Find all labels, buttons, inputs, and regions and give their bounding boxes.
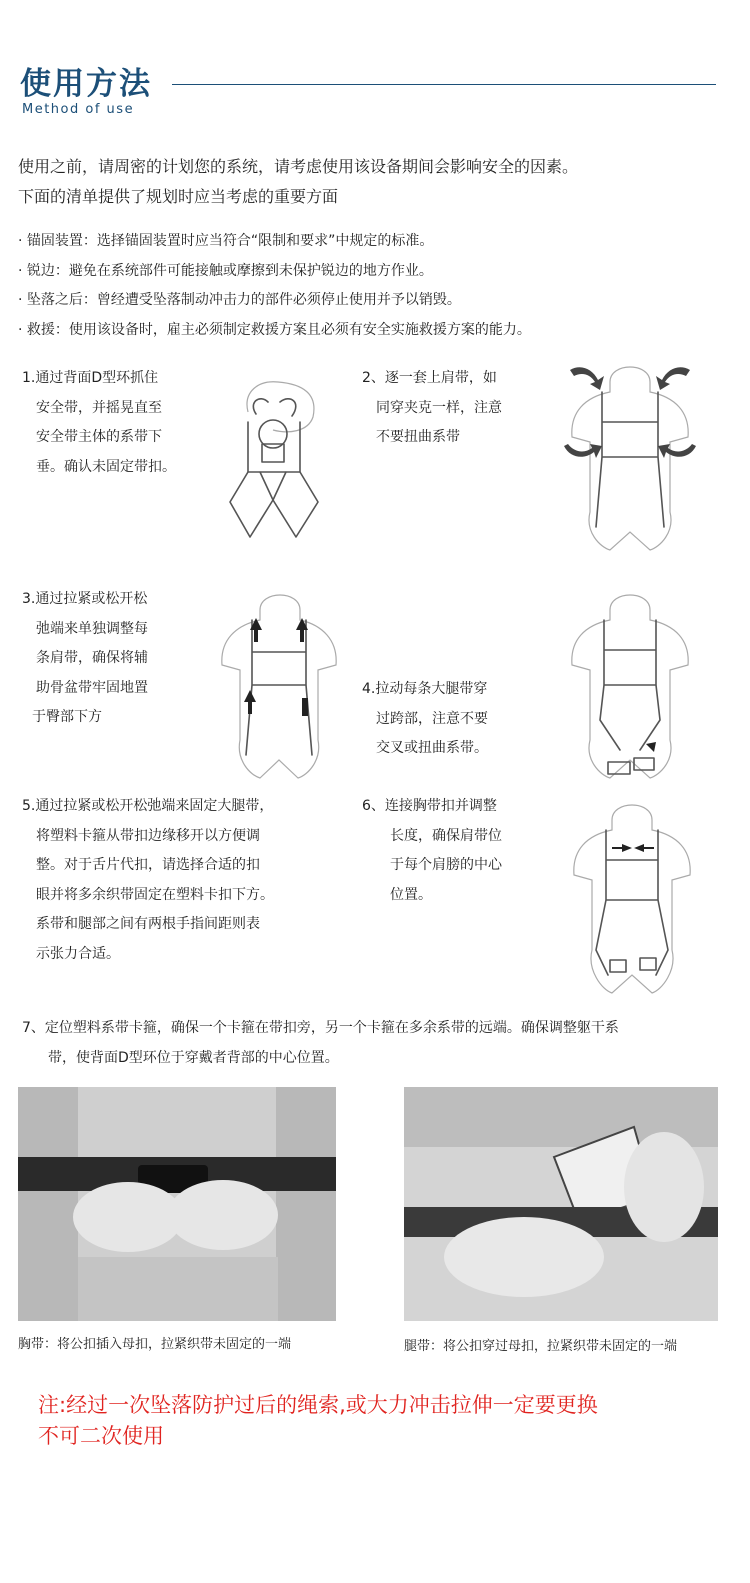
step-line: 弛端来单独调整每 bbox=[36, 620, 148, 637]
step-line: 1.通过背面D型环抓住 bbox=[22, 370, 159, 386]
step-line: 将塑料卡箍从带扣边缘移开以方便调 bbox=[36, 827, 260, 844]
list-item: · 锚固装置：选择锚固装置时应当符合“限制和要求”中规定的标准。 bbox=[18, 233, 434, 249]
step-line: 安全带主体的系带下 bbox=[36, 429, 162, 445]
step-line: 条肩带，确保将辅 bbox=[36, 650, 148, 666]
step-line: 于每个肩膀的中心 bbox=[390, 857, 502, 873]
step-line: 整。对于舌片代扣，请选择合适的扣 bbox=[36, 857, 260, 873]
intro-line: 使用之前，请周密的计划您的系统，请考虑使用该设备期间会影响安全的因素。 bbox=[18, 157, 579, 176]
leg-strap-photo bbox=[404, 1087, 718, 1321]
step-3-text bbox=[22, 585, 148, 733]
chest-strap-photo bbox=[18, 1087, 336, 1321]
step-line: 6、连接胸带扣并调整 bbox=[362, 798, 497, 814]
step-line: 交叉或扭曲系带。 bbox=[376, 740, 488, 756]
step-4-text bbox=[362, 675, 488, 764]
step-7-text bbox=[22, 1014, 619, 1073]
step-4-illustration bbox=[560, 590, 700, 780]
step-line: 助骨盆带牢固地置 bbox=[36, 679, 148, 696]
intro-paragraph bbox=[18, 152, 733, 212]
step-1-illustration bbox=[218, 372, 333, 542]
considerations-list bbox=[18, 230, 733, 348]
step-line: 7、定位塑料系带卡箍，确保一个卡箍在带扣旁，另一个卡箍在多余系带的远端。确保调整躯干系 bbox=[22, 1020, 619, 1036]
step-6-text bbox=[362, 792, 502, 910]
warning-note bbox=[38, 1390, 598, 1452]
step-line: 位置。 bbox=[390, 886, 432, 903]
warning-line: 不可二次使用 bbox=[38, 1424, 164, 1448]
title-divider bbox=[172, 84, 716, 85]
step-line: 5.通过拉紧或松开松弛端来固定大腿带， bbox=[22, 798, 274, 814]
step-6-illustration bbox=[562, 800, 702, 995]
step-line: 示张力合适。 bbox=[36, 945, 120, 962]
intro-line: 下面的清单提供了规划时应当考虑的重要方面 bbox=[18, 187, 339, 206]
step-1-text bbox=[22, 364, 176, 482]
step-line: 系带和腿部之间有两根手指间距则表 bbox=[36, 916, 260, 932]
step-line: 3.通过拉紧或松开松 bbox=[22, 591, 148, 607]
step-line: 4.拉动每条大腿带穿 bbox=[362, 681, 488, 697]
page-title: 使用方法 bbox=[20, 66, 152, 102]
step-line: 于臀部下方 bbox=[32, 709, 102, 725]
leg-strap-caption: 腿带：将公扣穿过母扣，拉紧织带未固定的一端 bbox=[404, 1339, 678, 1354]
step-5-text bbox=[22, 792, 274, 969]
step-line: 垂。确认未固定带扣。 bbox=[36, 458, 176, 475]
step-line: 安全带，并摇晃直至 bbox=[36, 399, 162, 416]
list-item: · 救援：使用该设备时，雇主必须制定救援方案且必须有安全实施救援方案的能力。 bbox=[18, 321, 531, 338]
step-2-text bbox=[362, 364, 502, 453]
step-2-illustration bbox=[560, 362, 700, 552]
step-line: 同穿夹克一样，注意 bbox=[376, 399, 502, 416]
list-item: · 锐边：避免在系统部件可能接触或摩擦到未保护锐边的地方作业。 bbox=[18, 262, 433, 279]
step-3-illustration bbox=[212, 590, 347, 780]
step-line: 过跨部，注意不要 bbox=[376, 710, 488, 727]
warning-line: 注:经过一次坠落防护过后的绳索,或大力冲击拉伸一定要更换 bbox=[38, 1393, 598, 1417]
step-line: 带，使背面D型环位于穿戴者背部的中心位置。 bbox=[48, 1049, 339, 1066]
list-item: · 坠落之后：曾经遭受坠落制动冲击力的部件必须停止使用并予以销毁。 bbox=[18, 292, 461, 308]
step-line: 不要扭曲系带 bbox=[376, 429, 460, 445]
step-line: 2、逐一套上肩带，如 bbox=[362, 370, 497, 386]
step-line: 眼并将多余织带固定在塑料卡扣下方。 bbox=[36, 886, 274, 903]
page-subtitle: Method of use bbox=[22, 102, 135, 117]
chest-strap-caption: 胸带：将公扣插入母扣，拉紧织带未固定的一端 bbox=[18, 1337, 292, 1352]
step-line: 长度，确保肩带位 bbox=[390, 827, 502, 844]
